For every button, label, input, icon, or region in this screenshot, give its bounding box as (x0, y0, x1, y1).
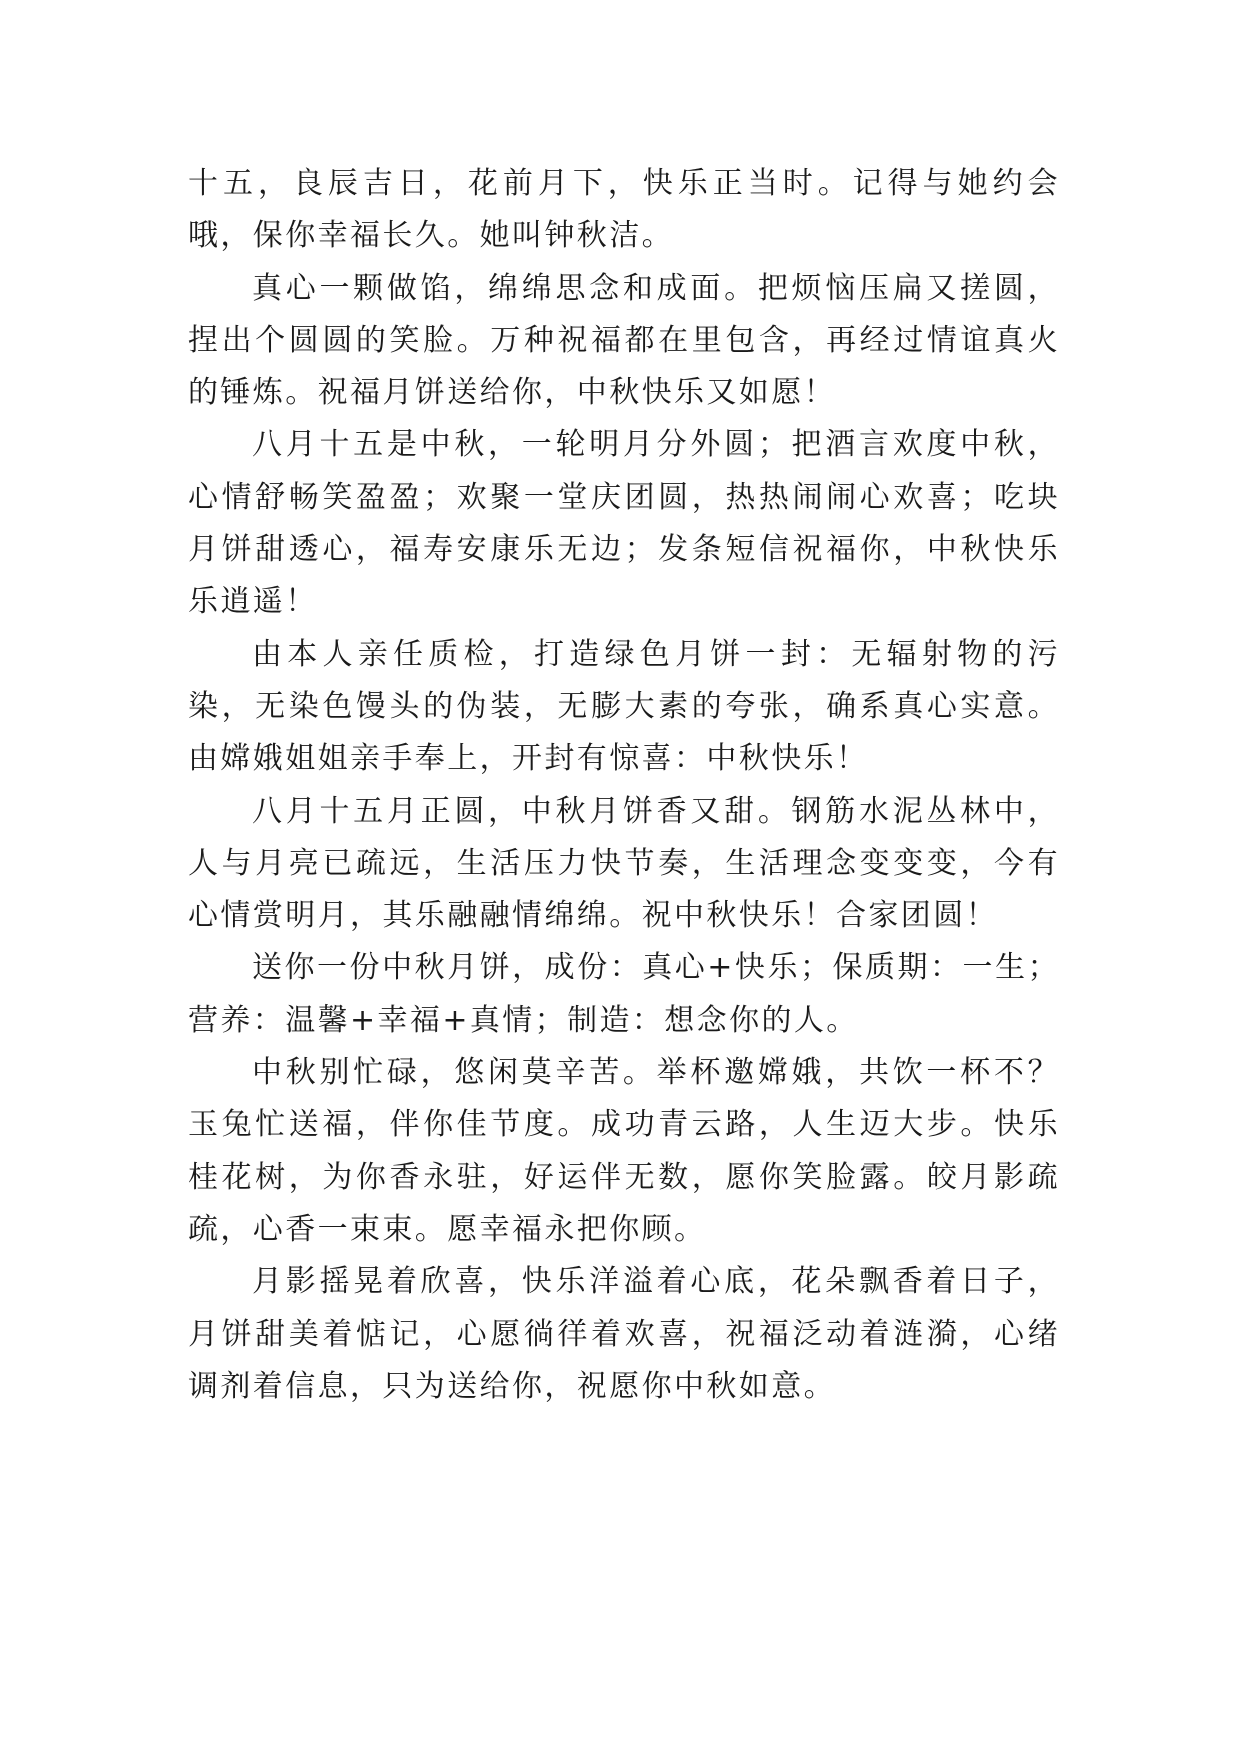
paragraph-5: 八月十五月正圆，中秋月饼香又甜。钢筋水泥丛林中，人与月亮已疏远，生活压力快节奏，生活理念变变变，今有心情赏明月，其乐融融情绵绵。祝中秋快乐！合家团圆！ (188, 793, 1060, 934)
paragraph-8: 月影摇晃着欣喜，快乐洋溢着心底，花朵飘香着日子，月饼甜美着惦记，心愿徜徉着欢喜，祝福泛动着涟漪，心绪调剂着信息，只为送给你，祝愿你中秋如意。 (188, 1264, 1060, 1404)
paragraph-4: 由本人亲任质检，打造绿色月饼一封：无辐射物的污染，无染色馒头的伪装，无膨大素的夸张，确系真心实意。由嫦娥姐姐亲手奉上，开封有惊喜：中秋快乐！ (188, 636, 1060, 777)
paragraph-7: 中秋别忙碌，悠闲莫辛苦。举杯邀嫦娥，共饮一杯不？玉兔忙送福，伴你佳节度。成功青云路，人生迈大步。快乐桂花树，为你香永驻，好运伴无数，愿你笑脸露。皎月影疏疏，心香一束束。愿幸福永把你顾。 (188, 1055, 1060, 1247)
paragraph-3: 八月十五是中秋，一轮明月分外圆；把酒言欢度中秋，心情舒畅笑盈盈；欢聚一堂庆团圆，热热闹闹心欢喜；吃块月饼甜透心，福寿安康乐无边；发条短信祝福你，中秋快乐乐逍遥！ (188, 427, 1060, 620)
document-body (188, 158, 1060, 1413)
paragraph-6: 送你一份中秋月饼，成份：真心+快乐；保质期：一生；营养：温馨+幸福+真情；制造：想念你的人。 (188, 950, 1060, 1038)
paragraph-1: 十五，良辰吉日，花前月下，快乐正当时。记得与她约会哦，保你幸福长久。她叫钟秋洁。 (188, 166, 1060, 254)
paragraph-2: 真心一颗做馅，绵绵思念和成面。把烦恼压扁又搓圆，捏出个圆圆的笑脸。万种祝福都在里包含，再经过情谊真火的锤炼。祝福月饼送给你，中秋快乐又如愿！ (188, 270, 1060, 411)
